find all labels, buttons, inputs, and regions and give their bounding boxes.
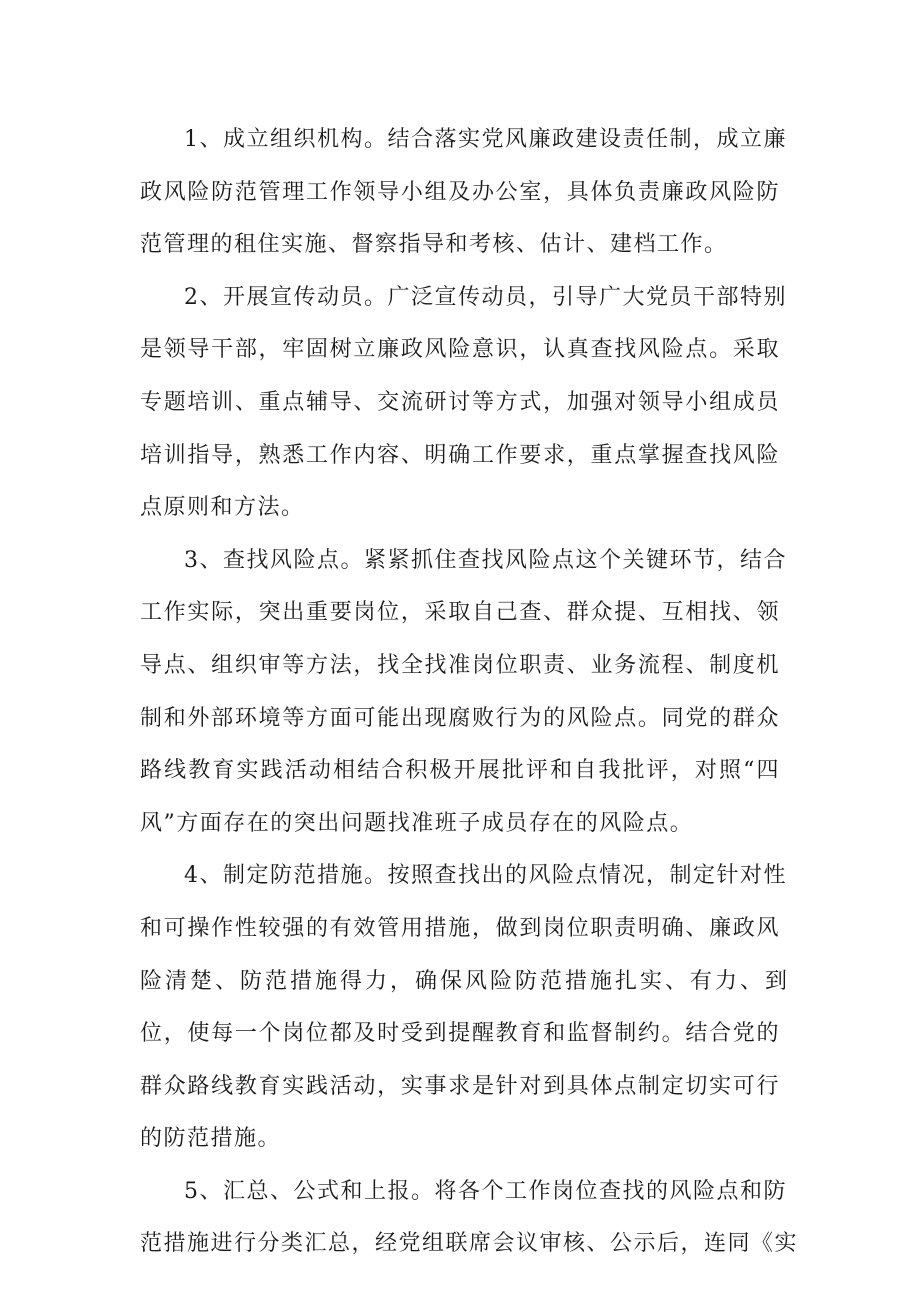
paragraph-4-line-5: 群众路线教育实践活动，实事求是针对到具体点制定切实可行 (140, 1073, 780, 1099)
paragraph-3-line-2: 工作实际，突出重要岗位，采取自己查、群众提、互相找、领 (140, 600, 780, 626)
paragraph-3-line-4: 制和外部环境等方面可能出现腐败行为的风险点。同党的群众 (140, 705, 780, 731)
paragraph-2-line-4: 培训指导，熟悉工作内容、明确工作要求，重点掌握查找风险 (140, 442, 780, 468)
document-body (140, 114, 799, 1271)
paragraph-1-line-2: 政风险防范管理工作领导小组及办公室，具体负责廉政风险防 (140, 179, 780, 205)
paragraph-2-line-1: 2、开展宣传动员。广泛宣传动员，引导广大党员干部特别 (184, 284, 787, 310)
paragraph-3-line-5: 路线教育实践活动相结合积极开展批评和自我批评，对照“四 (140, 758, 780, 784)
paragraph-4-line-4: 位，使每一个岗位都及时受到提醒教育和监督制约。结合党的 (140, 1021, 780, 1047)
paragraph-2-line-3: 专题培训、重点辅导、交流研讨等方式，加强对领导小组成员 (140, 389, 780, 415)
paragraph-4-line-1: 4、制定防范措施。按照查找出的风险点情况，制定针对性 (184, 863, 787, 889)
paragraph-3-line-3: 导点、组织审等方法，找全找准岗位职责、业务流程、制度机 (140, 652, 780, 678)
paragraph-1-line-1: 1、成立组织机构。结合落实党风廉政建设责任制，成立廉 (184, 127, 787, 152)
paragraph-2-line-2: 是领导干部，牢固树立廉政风险意识，认真查找风险点。采取 (140, 337, 780, 363)
paragraph-4-line-3: 险清楚、防范措施得力，确保风险防范措施扎实、有力、到 (140, 968, 791, 994)
paragraph-4-line-6: 的防范措施。 (140, 1126, 282, 1152)
paragraph-2-line-5: 点原则和方法。 (140, 495, 305, 521)
paragraph-1-line-3: 范管理的租住实施、督察指导和考核、估计、建档工作。 (140, 232, 728, 258)
paragraph-5-line-1: 5、汇总、公式和上报。将各个工作岗位查找的风险点和防 (184, 1178, 787, 1204)
paragraph-4-line-2: 和可操作性较强的有效管用措施，做到岗位职责明确、廉政风 (140, 915, 780, 941)
paragraph-5-line-2: 范措施进行分类汇总，经党组联席会议审核、公示后，连同《实 (140, 1231, 799, 1257)
paragraph-3-line-6: 风”方面存在的突出问题找准班子成员存在的风险点。 (140, 810, 694, 836)
paragraph-3-line-1: 3、查找风险点。紧紧抓住查找风险点这个关键环节，结合 (184, 547, 787, 573)
